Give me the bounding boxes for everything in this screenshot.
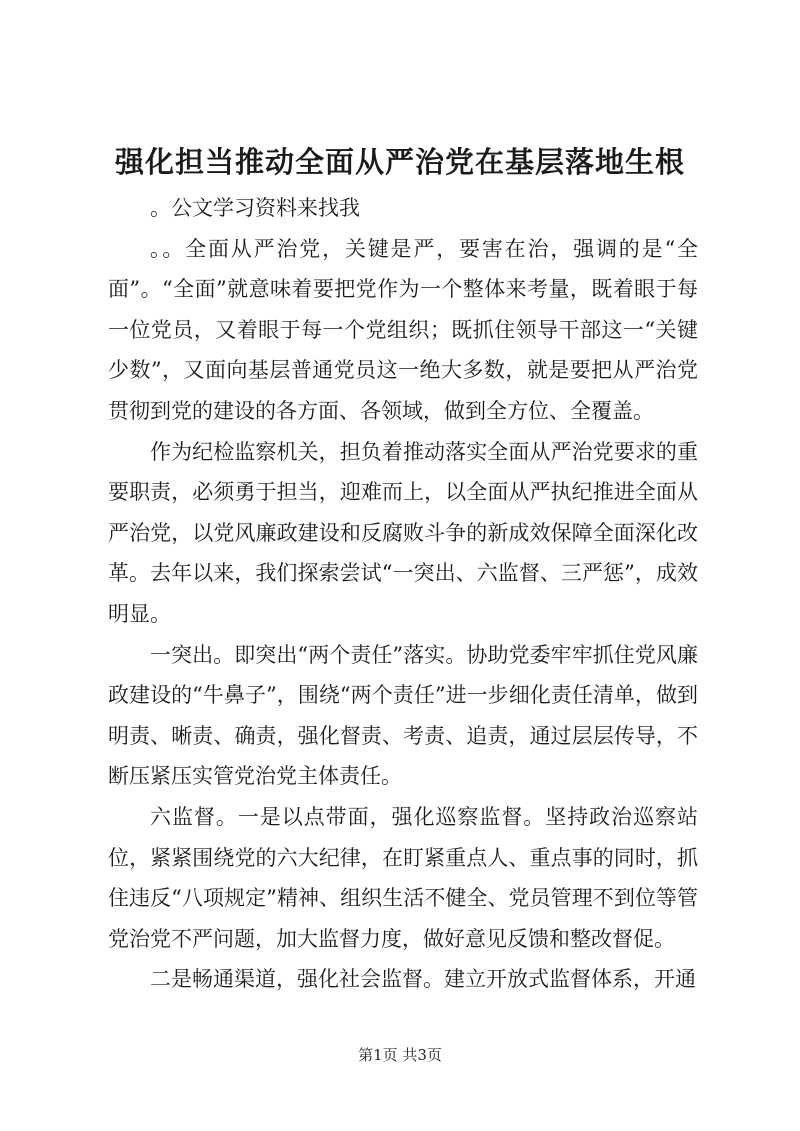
page-footer bbox=[0, 1045, 800, 1065]
paragraph: 作为纪检监察机关，担负着推动落实全面从严治党要求的重要职责，必须勇于担当，迎难而上，以全面从严执纪推进全面从严治党，以党风廉政建设和反腐败斗争的新成效保障全面深化改革。去年以来，我们探索尝试“一突出、六监督、三严惩”，成效明显。 bbox=[108, 439, 698, 626]
paragraph: 六监督。一是以点带面，强化巡察监督。坚持政治巡察站位，紧紧围绕党的六大纪律，在盯紧重点人、重点事的同时，抓住违反“八项规定”精神、组织生活不健全、党员管理不到位等管党治党不严问题，加大监督力度，做好意见反馈和整改督促。 bbox=[108, 804, 698, 951]
document-body bbox=[108, 188, 698, 1000]
paragraph: 一突出。即突出“两个责任”落实。协助党委牢牢抓住党风廉政建设的“牛鼻子”，围绕“两个责任”进一步细化责任清单，做到明责、晰责、确责，强化督责、考责、追责，通过层层传导，不断压紧压实管党治党主体责任。 bbox=[108, 642, 698, 789]
page-number-label: 第1页 共3页 bbox=[358, 1046, 442, 1064]
document-title: 强化担当推动全面从严治党在基层落地生根 bbox=[114, 145, 685, 179]
paragraph: 。。全面从严治党，关键是严，要害在治，强调的是“全面”。“全面”就意味着要把党作为一个整体来考量，既着眼于每一位党员，又着眼于每一个党组织；既抓住领导干部这一“关键少数”，又面向基层普通党员这一绝大多数，就是要把从严治党贯彻到党的建设的各方面、各领域，做到全方位、全覆盖。 bbox=[108, 236, 698, 423]
paragraph: 二是畅通渠道，强化社会监督。建立开放式监督体系，开通 bbox=[150, 967, 696, 992]
paragraph: 。公文学习资料来找我 bbox=[150, 196, 360, 220]
